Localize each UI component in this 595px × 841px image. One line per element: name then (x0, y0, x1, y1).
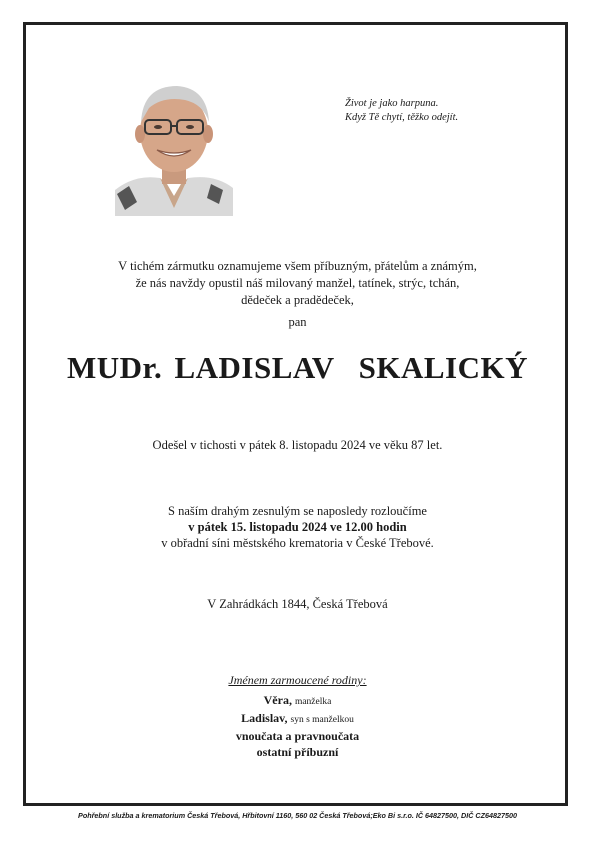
funeral-date-time: v pátek 15. listopadu 2024 ve 12.00 hodin (188, 520, 407, 534)
pan-label: pan (288, 315, 307, 329)
quote-line-2: Když Tě chytí, těžko odejít. (345, 112, 459, 123)
funeral-location: v obřadní síni městského krematoria v České Třebové. (161, 536, 434, 550)
family-member-name: Věra, (263, 693, 292, 707)
family-member (0, 710, 595, 728)
intro-line-2: že nás navždy opustil náš milovaný manžel, tatínek, strýc, tchán, (135, 276, 460, 290)
page-border (23, 22, 568, 806)
family-member (0, 692, 595, 710)
quote (345, 97, 458, 125)
family-member (0, 728, 595, 744)
family-member-name: Ladislav, (241, 711, 288, 725)
family-heading: Jménem zarmoucené rodiny: (228, 673, 367, 687)
family-list (0, 692, 595, 760)
portrait-photo (115, 78, 233, 216)
intro-line-1: V tichém zármutku oznamujeme všem příbuzným, přátelům a známým, (118, 259, 477, 273)
deceased-name: MUDr. LADISLAV SKALICKÝ (67, 350, 528, 385)
intro-line-3: dědeček a pradědeček, (241, 293, 354, 307)
quote-line-1: Život je jako harpuna. (345, 98, 439, 109)
funeral-line-1: S naším drahým zesnulým se naposledy rozloučíme (168, 504, 427, 518)
family-member (0, 744, 595, 760)
family-member-name: ostatní příbuzní (256, 745, 339, 759)
address: V Zahrádkách 1844, Česká Třebová (207, 597, 388, 611)
family-member-relation: manželka (294, 697, 332, 707)
announcement-intro (0, 258, 595, 309)
death-statement: Odešel v tichosti v pátek 8. listopadu 2024 ve věku 87 let. (152, 438, 443, 452)
footer-imprint: Pohřební služba a krematorium Česká Třebová, Hřbitovní 1160, 560 02 Česká Třebová;Eko Bi s.r.o. IČ 64827500, DIČ CZ64827500 (78, 811, 517, 820)
funeral-info (0, 503, 595, 551)
family-member-name: vnoučata a pravnoučata (235, 729, 360, 743)
family-member-relation: syn s manželkou (290, 715, 354, 725)
